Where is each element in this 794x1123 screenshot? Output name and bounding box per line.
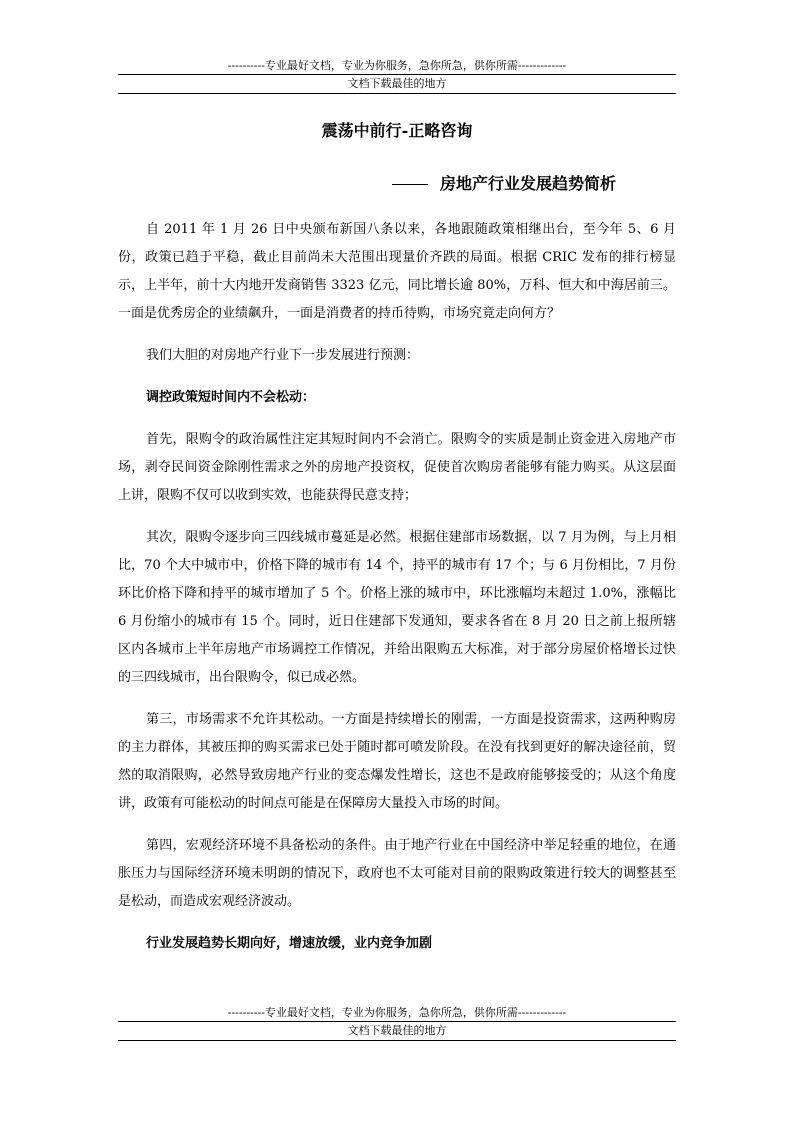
subtitle-text: 房地产行业发展趋势简析 <box>440 174 617 193</box>
footer-slogan: ----------专业最好文档，专业为你服务，急你所急，供你所需------------- <box>227 1006 567 1019</box>
header-rule-bottom <box>118 93 676 94</box>
paragraph-fourth: 第四，宏观经济环境不具备松动的条件。由于地产行业在中国经济中举足轻重的地位，在通胀压力与国际经济环境未明朗的情况下，政府也不太可能对目前的限购政策进行较大的调整甚至是松动，而造成宏观经济波动。 <box>118 838 676 909</box>
subtitle-dash <box>392 184 428 185</box>
header-tagline: 文档下载最佳的地方 <box>347 77 447 90</box>
paragraph-first: 首先，限购令的政治属性注定其短时间内不会消亡。限购令的实质是制止资金进入房地产市场，剥夺民间资金除刚性需求之外的房地产投资权，促使首次购房者能够有能力购买。从这层面上讲，限购不仅可以收到实效，也能获得民意支持； <box>118 432 676 503</box>
document-body <box>118 216 676 972</box>
header-rule-top <box>118 74 676 75</box>
document-title: 震荡中前行-正略咨询 <box>321 121 473 140</box>
footer-rule-top <box>118 1021 676 1022</box>
section-heading-policy: 调控政策短时间内不会松动： <box>146 390 316 405</box>
section-heading-trend: 行业发展趋势长期向好，增速放缓，业内竞争加剧 <box>146 936 433 951</box>
paragraph-second: 其次，限购令逐步向三四线城市蔓延是必然。根据住建部市场数据，以 7 月为例，与上月相比，70 个大中城市中，价格下降的城市有 14 个，持平的城市有 17 个；与 6 月份相比，7 月份环比价格下降和持平的城市增加了 5 个。价格上涨的城市中，环比涨幅均未超过 1.0%，涨幅比 6 月份缩小的城市有 15 个。同时，近日住建部下发通知，要求各省在 8 月 20 日之前上报所辖区内各城市上半年房地产市场调控工作情况，并给出限购五大标准，对于部分房屋价格增长过快的三四线城市，出台限购令，似已成必然。 <box>118 530 676 685</box>
paragraph-third: 第三，市场需求不允许其松动。一方面是持续增长的刚需，一方面是投资需求，这两种购房的主力群体，其被压抑的购买需求已处于随时都可喷发阶段。在没有找到更好的解决途径前，贸然的取消限购，必然导致房地产行业的变态爆发性增长，这也不是政府能够接受的；从这个角度讲，政策有可能松动的时间点可能是在保障房大量投入市场的时间。 <box>118 712 676 811</box>
paragraph-intro: 自 2011 年 1 月 26 日中央颁布新国八条以来，各地跟随政策相继出台，至今年 5、6 月份，政策已趋于平稳，截止目前尚未大范围出现量价齐跌的局面。根据 CRIC 发布的排行榜显示，上半年，前十大内地开发商销售 3323 亿元，同比增长逾 80%，万科、恒大和中海居前三。一面是优秀房企的业绩飙升，一面是消费者的持币待购，市场究竟走向何方？ <box>118 222 676 321</box>
footer-tagline: 文档下载最佳的地方 <box>347 1024 447 1037</box>
footer-rule-bottom <box>118 1040 676 1041</box>
document-subtitle <box>392 174 616 194</box>
header-slogan: ----------专业最好文档，专业为你服务，急你所急，供你所需------------- <box>227 59 567 72</box>
paragraph-forecast: 我们大胆的对房地产行业下一步发展进行预测： <box>146 348 420 363</box>
